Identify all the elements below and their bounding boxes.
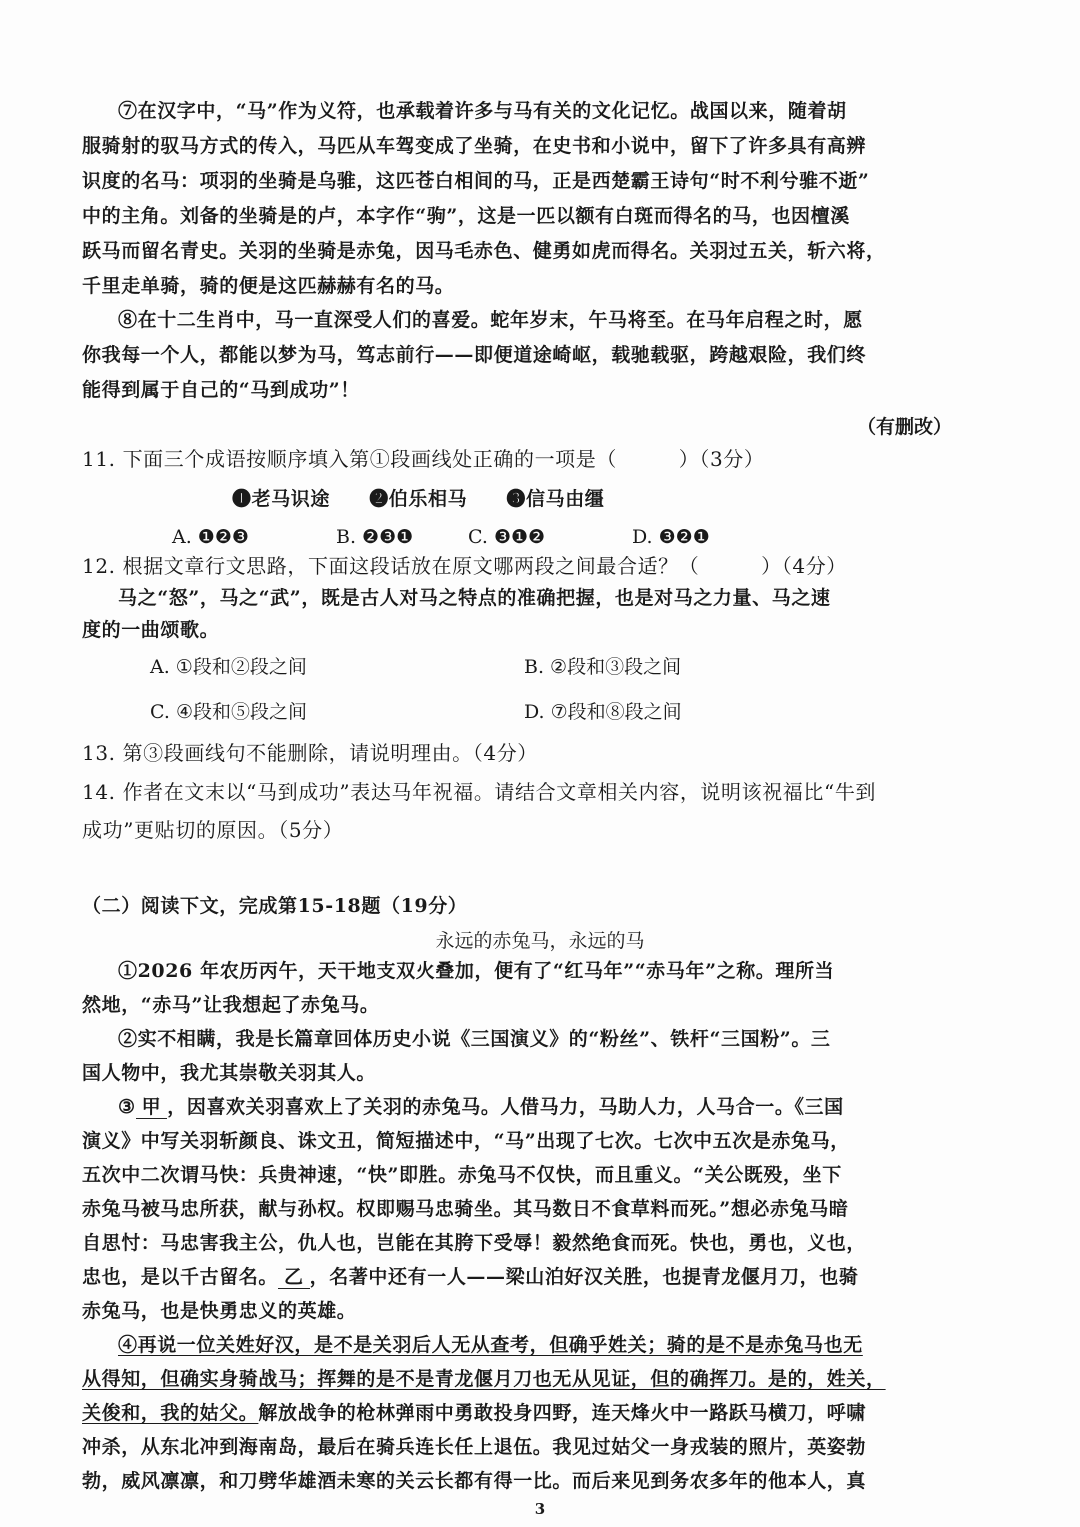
s2-p3-line-2: 演义》中写关羽斩颜良、诛文丑，简短描述中，“马”出现了七次。七次中五次是赤兔马，	[82, 1130, 850, 1152]
q12-quote-line-2: 度的一曲颂歌。	[82, 619, 220, 641]
q11-idioms: ❶老马识途 ❷伯乐相马 ❸信马由缰	[232, 488, 605, 510]
q12-option-c: C. ④段和⑤段之间	[150, 701, 307, 723]
s2-p3-line-4: 赤兔马被马忠所获，献与孙权。权即赐马忠骑坐。其马数日不食草料而死。”想必赤兔马暗	[82, 1198, 849, 1220]
q14-stem-line-1: 14. 作者在文末以“马到成功”表达马年祝福。请结合文章相关内容，说明该祝福比“牛到	[82, 780, 877, 804]
article-title: 永远的赤兔马，永远的马	[435, 930, 645, 952]
q12-stem: 12. 根据文章行文思路，下面这段话放在原文哪两段之间最合适？（ ）（4分）	[82, 554, 847, 578]
p7-line-1: ⑦在汉字中，“马”作为义符，也承载着许多与马有关的文化记忆。战国以来，随着胡	[118, 100, 847, 122]
s2-p3-line-6	[82, 1264, 858, 1290]
p7-line-6: 千里走单骑，骑的便是这匹赫赫有名的马。	[82, 275, 455, 297]
source-note: （有删改）	[856, 416, 952, 438]
s2-p4-line-5: 勃，威风凛凛，和刀劈华雄酒未寒的关云长都有得一比。而后来见到务农多年的他本人，真	[82, 1470, 867, 1492]
p7-line-4: 中的主角。刘备的坐骑是的卢，本字作“驹”，这是一匹以额有白斑而得名的马，也因檀溪	[82, 205, 850, 227]
q13-stem: 13. 第③段画线句不能删除，请说明理由。（4分）	[82, 741, 538, 765]
q11-option-c: C. ❸❶❷	[468, 526, 546, 548]
p7-line-5: 跃马而留名青史。关羽的坐骑是赤兔，因马毛赤色、健勇如虎而得名。关羽过五关，斩六将，	[82, 240, 886, 262]
p8-line-2: 你我每一个人，都能以梦为马，笃志前行——即便道途崎岖，载驰载驱，跨越艰险，我们终	[82, 344, 867, 366]
p3-first-text: ，因喜欢关羽喜欢上了关羽的赤兔马。人借马力，马助人力，人马合一。《三国	[167, 1096, 844, 1118]
p4-underlined-name: 关俊和，我的姑父。	[82, 1402, 259, 1424]
q14-stem-line-2: 成功”更贴切的原因。（5分）	[82, 818, 344, 842]
s2-p4-line-4: 冲杀，从东北冲到海南岛，最后在骑兵连长任上退伍。我见过姑父一身戎装的照片，英姿勃	[82, 1436, 867, 1458]
s2-p3-line-3: 五次中二次谓马快：兵贵神速，“快”即胜。赤兔马不仅快，而且重义。“关公既殁，坐下	[82, 1164, 842, 1186]
section2-heading: （二）阅读下文，完成第15-18题（19分）	[82, 895, 468, 917]
q12-option-b: B. ②段和③段之间	[524, 656, 682, 678]
p8-line-1: ⑧在十二生肖中，马一直深受人们的喜爱。蛇年岁末，午马将至。在马年启程之时，愿	[118, 309, 863, 331]
p4-rest-text: 解放战争的枪林弹雨中勇敢投身四野，连天烽火中一路跃马横刀，呼啸	[258, 1402, 867, 1424]
s2-p4-line-3	[82, 1400, 866, 1426]
q11-option-b: B. ❷❸❶	[336, 526, 414, 548]
q11-option-a: A. ❶❷❸	[172, 526, 249, 548]
q11-option-d: D. ❸❷❶	[632, 526, 710, 548]
p3-number: ③	[118, 1096, 136, 1118]
s2-p2-line-1: ②实不相瞒，我是长篇章回体历史小说《三国演义》的“粉丝”、铁杆“三国粉”。三	[118, 1028, 831, 1050]
s2-p4-underlined-line-1: ④再说一位关姓好汉，是不是关羽后人无从查考，但确乎姓关；骑的是不是赤兔马也无	[118, 1334, 863, 1356]
p7-line-3: 识度的名马：项羽的坐骑是乌骓，这匹苍白相间的马，正是西楚霸王诗句“时不利兮骓不逝”	[82, 170, 870, 192]
p8-line-3: 能得到属于自己的“马到成功”！	[82, 379, 360, 401]
q12-option-a: A. ①段和②段之间	[150, 656, 307, 678]
p3-post-text: ，名著中还有一人——梁山泊好汉关胜，也提青龙偃月刀，也骑	[309, 1266, 859, 1288]
s2-p1-line-1: ①2026 年农历丙午，天干地支双火叠加，便有了“红马年”“赤马年”之称。理所当	[118, 960, 835, 982]
s2-p2-line-2: 国人物中，我尤其崇敬关羽其人。	[82, 1062, 377, 1084]
p3-pre-text: 忠也，是以千古留名。	[82, 1266, 279, 1288]
s2-p3-line-5: 自思忖：马忠害我主公，仇人也，岂能在其胯下受辱！毅然绝食而死。快也，勇也，义也，	[82, 1232, 867, 1254]
page-number: 3	[534, 1500, 546, 1518]
blank-yi: 乙	[278, 1266, 310, 1289]
q11-stem: 11. 下面三个成语按顺序填入第①段画线处正确的一项是（ ）（3分）	[82, 447, 765, 471]
p7-line-2: 服骑射的驭马方式的传入，马匹从车驾变成了坐骑，在史书和小说中，留下了许多具有高辨	[82, 135, 867, 157]
blank-jia: 甲	[136, 1096, 168, 1119]
q12-option-d: D. ⑦段和⑧段之间	[524, 701, 682, 723]
s2-p3-line-7: 赤兔马，也是快勇忠义的英雄。	[82, 1300, 357, 1322]
s2-p3-line-1	[118, 1094, 844, 1120]
s2-p4-underlined-line-2: 从得知，但确实身骑战马；挥舞的是不是青龙偃月刀也无从见证，但的确挥刀。是的，姓关，	[82, 1368, 886, 1390]
q12-quote-line-1: 马之“怒”，马之“武”，既是古人对马之特点的准确把握，也是对马之力量、马之速	[118, 587, 831, 609]
s2-p1-line-2: 然地，“赤马”让我想起了赤兔马。	[82, 994, 380, 1016]
